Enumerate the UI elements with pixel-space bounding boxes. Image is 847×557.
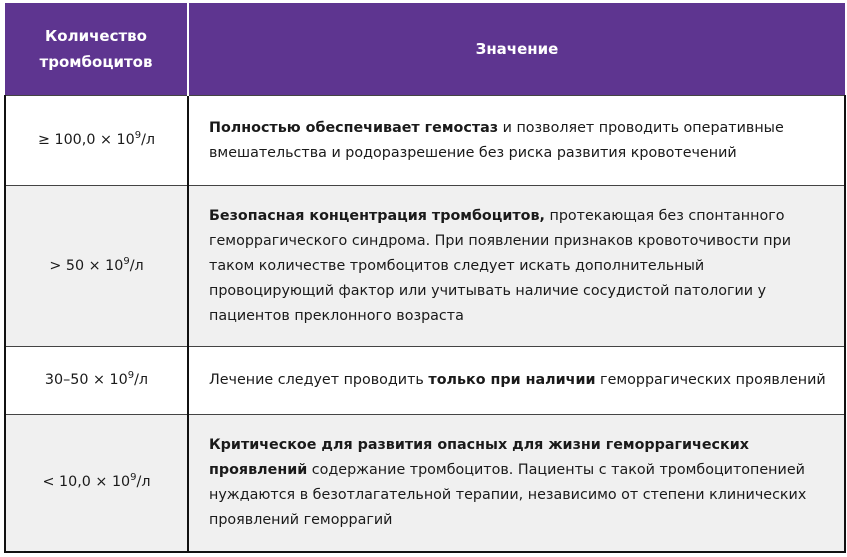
count-cell [5, 186, 188, 347]
count-cell [5, 347, 188, 415]
table-row [5, 96, 845, 186]
count-exponent: 9 [134, 130, 142, 141]
count-exponent: 9 [123, 255, 130, 267]
count-unit: /л [134, 372, 149, 388]
table-header-row [5, 3, 845, 96]
table-row [5, 186, 845, 347]
table-row [5, 415, 845, 552]
meaning-cell [188, 186, 845, 347]
table-row [5, 347, 845, 415]
count-value: < 10,0 × 10 [42, 474, 131, 491]
count-unit: /л [129, 257, 144, 274]
count-unit: /л [141, 132, 156, 148]
meaning-text: геморрагических проявлений [595, 372, 826, 388]
header-meaning: Значение [188, 3, 845, 96]
header-count [5, 3, 188, 96]
meaning-text: протекающая без спонтанного геморрагического синдрома. При появлении признаков кровоточивости при таком количестве тромбоцитов следует искать дополнительный провоцирующий фактор или учитывать наличие сосудистой патологии у пациентов преклонного возраста [209, 207, 792, 324]
count-cell [5, 96, 188, 186]
meaning-cell [188, 96, 845, 186]
count-exponent: 9 [130, 472, 137, 484]
count-cell [5, 415, 188, 552]
platelet-count-table [4, 3, 846, 553]
header-count-line1: Количество [45, 27, 147, 45]
meaning-text: и позволяет проводить оперативные вмешательства и родоразрешение без риска развития кровотечений [209, 119, 784, 161]
meaning-cell [188, 415, 845, 552]
meaning-bold: Безопасная концентрация тромбоцитов, [209, 207, 545, 224]
meaning-bold: Полностью обеспечивает гемостаз [209, 119, 499, 136]
count-value: > 50 × 10 [49, 257, 124, 274]
count-exponent: 9 [127, 370, 135, 381]
meaning-bold: Критическое для развития опасных для жизни геморрагических проявлений [209, 436, 749, 478]
count-unit: /л [136, 474, 151, 491]
count-value: 30–50 × 10 [44, 372, 128, 388]
meaning-cell [188, 347, 845, 415]
meaning-bold: только при наличии [428, 372, 596, 388]
meaning-text-pre: Лечение следует проводить [209, 372, 429, 388]
header-count-line2: тромбоцитов [39, 53, 153, 71]
meaning-text: содержание тромбоцитов. Пациенты с такой тромбоцитопенией нуждаются в безотлагательной терапии, независимо от степени клинических проявлений геморрагий [209, 461, 807, 528]
count-value: ≥ 100,0 × 10 [37, 132, 135, 148]
